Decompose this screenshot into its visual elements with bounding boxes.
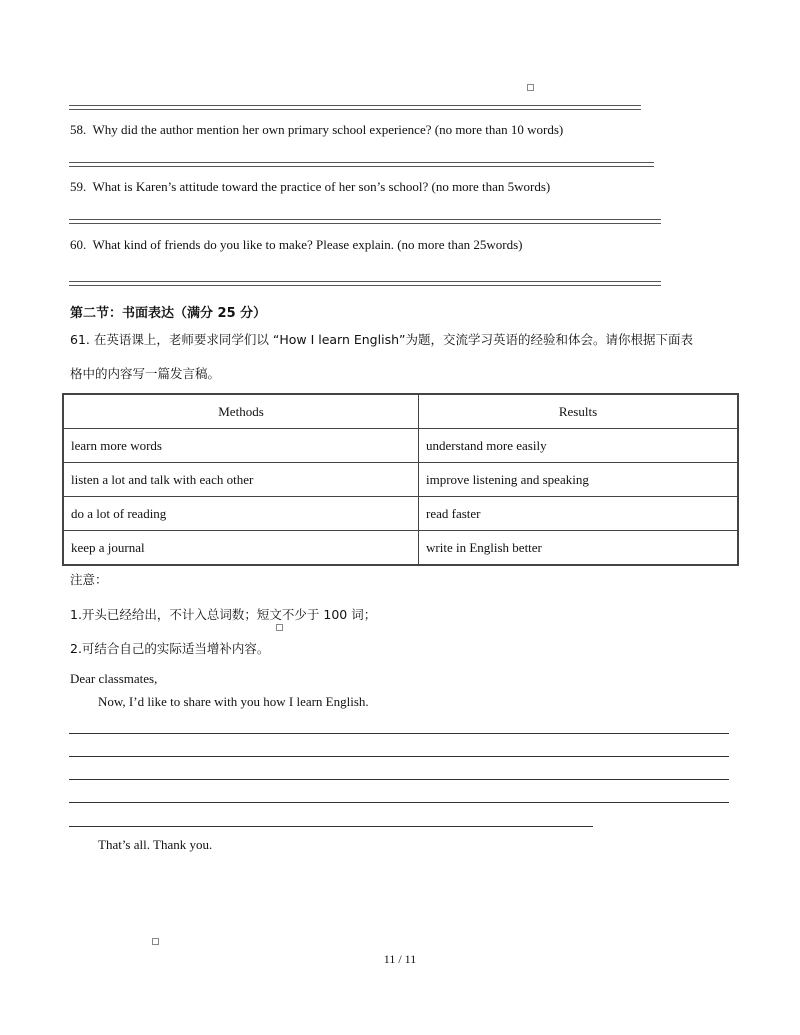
notes-item-2: 2.可结合自己的实际适当增补内容。 (70, 641, 270, 656)
question-59 (70, 179, 550, 195)
table-cell-result: read faster (419, 497, 739, 531)
table-cell-method: keep a journal (63, 531, 419, 566)
marker-box-footer (152, 938, 159, 945)
question-59-text: What is Karen’s attitude toward the practice of her son’s school? (no more than 5words) (92, 179, 551, 194)
header-results: Results (419, 394, 739, 429)
section-heading: 第二节：书面表达（满分 25 分） (70, 306, 267, 321)
table-row (63, 497, 738, 531)
question-59-number: 59. (70, 179, 87, 194)
answer-line-58 (69, 162, 654, 167)
notes-item-1: 1.开头已经给出，不计入总词数；短文不少于 100 词； (70, 607, 377, 622)
table-cell-method: do a lot of reading (63, 497, 419, 531)
table-cell-result: improve listening and speaking (419, 463, 739, 497)
answer-line-59 (69, 219, 661, 224)
question-60 (70, 237, 523, 253)
answer-line-60 (69, 281, 661, 286)
table-cell-result: write in English better (419, 531, 739, 566)
table-cell-method: learn more words (63, 429, 419, 463)
marker-box-top (527, 84, 534, 91)
question-60-text: What kind of friends do you like to make? Please explain. (no more than 25words) (92, 237, 523, 252)
writing-line (69, 756, 729, 757)
letter-greeting: Dear classmates, (70, 671, 158, 686)
task-number: 61. (70, 332, 90, 347)
question-60-number: 60. (70, 237, 87, 252)
notes-title: 注意： (70, 572, 108, 587)
marker-box-notes (276, 624, 283, 631)
page-number: 11 / 11 (383, 952, 417, 966)
writing-line (69, 779, 729, 780)
question-58 (70, 122, 563, 138)
table-cell-result: understand more easily (419, 429, 739, 463)
question-58-text: Why did the author mention her own primary school experience? (no more than 10 words) (92, 122, 564, 137)
question-58-number: 58. (70, 122, 87, 137)
methods-results-table (62, 393, 739, 566)
table-row (63, 531, 738, 566)
writing-line (69, 826, 593, 827)
task-line-2: 格中的内容写一篇发言稿。 (70, 366, 221, 381)
table-row (63, 463, 738, 497)
header-methods: Methods (63, 394, 419, 429)
table-header-row (63, 394, 738, 429)
table-cell-method: listen a lot and talk with each other (63, 463, 419, 497)
table-row (63, 429, 738, 463)
task-text-1: 在英语课上，老师要求同学们以 “How I learn English”为题，交流学习英语的经验和体会。请你根据下面表 (93, 332, 693, 347)
writing-line (69, 733, 729, 734)
task-line-1 (70, 332, 693, 348)
letter-opening: Now, I’d like to share with you how I learn English. (98, 694, 369, 709)
answer-line-57 (69, 105, 641, 110)
writing-line (69, 802, 729, 803)
letter-closing: That’s all. Thank you. (98, 837, 213, 852)
